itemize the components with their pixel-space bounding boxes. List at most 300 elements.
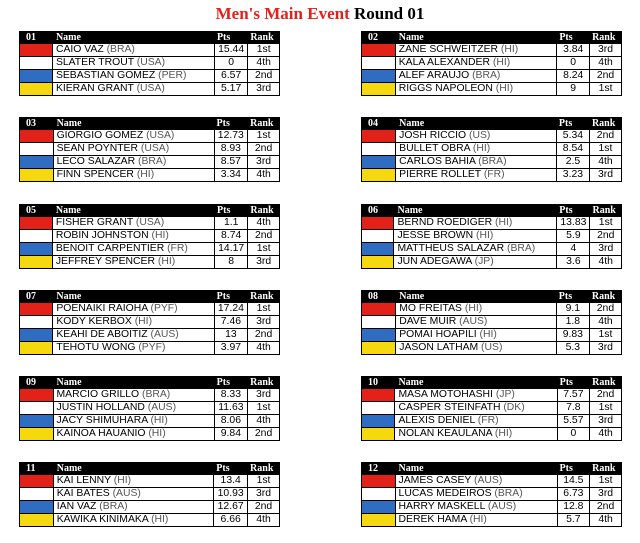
heat-number: 06: [362, 205, 394, 217]
surfer-rank: 1st: [248, 44, 280, 57]
jersey-color-swatch: [362, 156, 396, 169]
surfer-rank: 4th: [590, 428, 622, 441]
jersey-color-swatch: [20, 303, 53, 316]
jersey-color-swatch: [362, 217, 394, 230]
surfer-name-cell: [52, 70, 214, 83]
surfer-row: [20, 44, 280, 57]
surfer-name-cell: [395, 44, 557, 57]
surfer-name-cell: [53, 475, 214, 488]
surfer-name: MO FREITAS: [399, 303, 462, 314]
surfer-row: [362, 303, 622, 316]
surfer-name: FINN SPENCER: [56, 169, 134, 180]
heat-header: [20, 377, 280, 389]
jersey-color-swatch: [362, 488, 396, 501]
surfer-rank: 3rd: [248, 256, 280, 269]
jersey-color-swatch: [362, 501, 396, 514]
surfer-points: 0: [557, 57, 590, 70]
name-header: Name: [395, 32, 557, 44]
surfer-row: [362, 70, 622, 83]
heat-header: [20, 118, 280, 130]
surfer-points: 8.93: [214, 143, 248, 156]
surfer-points: 8.54: [556, 143, 589, 156]
surfer-name: IAN VAZ: [56, 501, 97, 512]
surfer-rank: 1st: [248, 303, 280, 316]
heat-number: 04: [362, 118, 396, 130]
surfer-country: (AUS): [150, 329, 179, 340]
surfer-row: [362, 230, 622, 243]
surfer-rank: 3rd: [590, 488, 622, 501]
surfer-row: [362, 402, 622, 415]
heat-table-06: [361, 204, 622, 269]
heat-number: 08: [362, 291, 396, 303]
pts-header: Pts: [214, 291, 248, 303]
surfer-name-cell: [52, 230, 214, 243]
jersey-color-swatch: [362, 143, 396, 156]
name-header: Name: [52, 32, 214, 44]
surfer-name-cell: [53, 156, 214, 169]
surfer-name: DEREK HAMA: [398, 514, 467, 525]
surfer-row: [362, 57, 622, 70]
surfer-name-cell: [52, 217, 214, 230]
jersey-color-swatch: [362, 316, 396, 329]
jersey-color-swatch: [20, 230, 53, 243]
surfer-points: 12.73: [214, 130, 248, 143]
surfer-name-cell: [394, 230, 557, 243]
surfer-country: (BRA): [494, 488, 523, 499]
surfer-country: (HI): [134, 316, 153, 327]
jersey-color-swatch: [20, 57, 53, 70]
surfer-rank: 3rd: [589, 342, 621, 355]
surfer-name-cell: [53, 143, 214, 156]
surfer-points: 9.83: [556, 329, 589, 342]
surfer-row: [362, 316, 622, 329]
surfer-name-cell: [53, 501, 214, 514]
surfer-name: BERND ROEDIGER: [397, 217, 493, 228]
surfer-row: [20, 475, 280, 488]
pts-header: Pts: [556, 291, 589, 303]
surfer-name: PIERRE ROLLET: [399, 169, 481, 180]
jersey-color-swatch: [20, 143, 54, 156]
surfer-points: 17.24: [214, 303, 248, 316]
surfer-points: 8.57: [214, 156, 248, 169]
heat-table-10: [361, 376, 622, 441]
surfer-rank: 2nd: [590, 501, 622, 514]
surfer-points: 12.8: [557, 501, 590, 514]
name-header: Name: [53, 377, 214, 389]
surfer-points: 5.17: [214, 83, 247, 96]
surfer-country: (HI): [495, 83, 514, 94]
jersey-color-swatch: [362, 342, 396, 355]
surfer-name: KODY KERBOX: [56, 316, 132, 327]
surfer-row: [362, 44, 622, 57]
surfer-row: [20, 243, 280, 256]
surfer-name: KIERAN GRANT: [55, 83, 134, 94]
surfer-points: 6.57: [214, 70, 247, 83]
surfer-rank: 2nd: [248, 143, 280, 156]
surfer-row: [20, 415, 280, 428]
surfer-name-cell: [53, 303, 214, 316]
surfer-name: POENAIKI RAIOHA: [56, 303, 148, 314]
surfer-name: LUCAS MEDEIROS: [398, 488, 492, 499]
jersey-color-swatch: [362, 303, 396, 316]
surfer-name: CARLOS BAHIA: [399, 156, 476, 167]
surfer-rank: 4th: [248, 57, 280, 70]
heat-header: [20, 291, 280, 303]
jersey-color-swatch: [362, 428, 395, 441]
surfer-points: 13: [214, 329, 248, 342]
surfer-name: POMAI HOAPILI: [399, 329, 477, 340]
surfer-points: 7.8: [557, 402, 590, 415]
rank-header: Rank: [248, 377, 280, 389]
surfer-row: [362, 342, 622, 355]
surfer-rank: 2nd: [589, 303, 621, 316]
jersey-color-swatch: [20, 501, 54, 514]
surfer-row: [362, 83, 622, 96]
jersey-color-swatch: [20, 514, 54, 527]
surfer-points: 5.3: [556, 342, 589, 355]
surfer-country: (HI): [150, 415, 168, 426]
surfer-rank: 3rd: [248, 316, 280, 329]
surfer-points: 4: [557, 243, 590, 256]
round-title: Round 01: [353, 4, 425, 23]
surfer-row: [20, 217, 280, 230]
surfer-points: 9.1: [556, 303, 589, 316]
surfer-row: [362, 169, 622, 182]
surfer-points: 5.9: [557, 230, 590, 243]
surfer-points: 7.46: [214, 316, 248, 329]
surfer-name: TEHOTU WONG: [56, 342, 136, 353]
surfer-row: [20, 402, 280, 415]
jersey-color-swatch: [362, 83, 396, 96]
surfer-row: [20, 230, 280, 243]
surfer-name: MARCIO GRILLO: [56, 389, 140, 400]
surfer-name: HARRY MASKELL: [398, 501, 485, 512]
pts-header: Pts: [557, 377, 590, 389]
pts-header: Pts: [557, 463, 590, 475]
jersey-color-swatch: [362, 57, 396, 70]
surfer-points: 6.73: [557, 488, 590, 501]
surfer-name-cell: [395, 402, 557, 415]
heat-table-01: [19, 31, 280, 96]
surfer-points: 3.97: [214, 342, 248, 355]
surfer-name-cell: [52, 57, 214, 70]
surfer-country: (USA): [136, 83, 165, 94]
surfer-country: (FR): [167, 243, 188, 254]
surfer-country: (USA): [146, 130, 175, 141]
name-header: Name: [395, 463, 557, 475]
pts-header: Pts: [215, 205, 248, 217]
jersey-color-swatch: [362, 402, 395, 415]
jersey-color-swatch: [362, 389, 395, 402]
pts-header: Pts: [214, 32, 247, 44]
surfer-country: (FR): [477, 415, 499, 426]
surfer-name-cell: [396, 143, 557, 156]
surfer-name: KAI BATES: [56, 488, 110, 499]
jersey-color-swatch: [20, 316, 53, 329]
surfer-name: KAWIKA KINIMAKA: [56, 514, 149, 525]
rank-header: Rank: [589, 291, 621, 303]
surfer-row: [362, 329, 622, 342]
surfer-name: SLATER TROUT: [55, 57, 134, 68]
heat-table-04: [361, 117, 622, 182]
jersey-color-swatch: [362, 329, 396, 342]
surfer-name-cell: [52, 83, 214, 96]
surfer-name: JACY SHIMUHARA: [56, 415, 148, 426]
jersey-color-swatch: [20, 44, 53, 57]
surfer-country: (US): [481, 342, 503, 353]
surfer-name: MASA MOTOHASHI: [398, 389, 493, 400]
surfer-points: 8.24: [557, 70, 590, 83]
name-header: Name: [53, 291, 214, 303]
surfer-rank: 4th: [248, 342, 280, 355]
surfer-country: (PER): [158, 70, 187, 81]
surfer-rank: 1st: [589, 329, 621, 342]
surfer-country: (BRA): [506, 243, 536, 254]
heat-header: [362, 463, 622, 475]
surfer-points: 8.33: [214, 389, 247, 402]
surfer-country: (HI): [136, 169, 155, 180]
surfer-country: (HI): [157, 256, 176, 267]
surfer-name-cell: [395, 389, 557, 402]
surfer-rank: 1st: [590, 83, 622, 96]
surfer-row: [20, 389, 280, 402]
rank-header: Rank: [248, 32, 280, 44]
name-header: Name: [396, 118, 557, 130]
rank-header: Rank: [590, 463, 622, 475]
surfer-row: [20, 303, 280, 316]
rank-header: Rank: [248, 291, 280, 303]
surfer-row: [362, 389, 622, 402]
surfer-name: JAMES CASEY: [398, 475, 472, 486]
surfer-name: GIORGIO GOMEZ: [56, 130, 144, 141]
surfer-country: (HI): [495, 217, 513, 228]
surfer-name: JESSE BROWN: [397, 230, 474, 241]
surfer-row: [20, 143, 280, 156]
surfer-country: (HI): [148, 428, 166, 439]
surfer-name-cell: [395, 501, 557, 514]
surfer-points: 3.23: [556, 169, 589, 182]
surfer-country: (HI): [469, 514, 487, 525]
surfer-name-cell: [53, 329, 214, 342]
rank-header: Rank: [248, 205, 280, 217]
jersey-color-swatch: [362, 230, 394, 243]
heat-table-07: [19, 290, 280, 355]
surfer-rank: 3rd: [248, 389, 280, 402]
surfer-row: [362, 475, 622, 488]
surfer-name: FISHER GRANT: [55, 217, 134, 228]
jersey-color-swatch: [362, 130, 396, 143]
surfer-row: [20, 130, 280, 143]
heat-header: [362, 32, 622, 44]
name-header: Name: [52, 205, 214, 217]
surfer-rank: 3rd: [590, 415, 622, 428]
surfer-name: KAINOA HAUANIO: [56, 428, 146, 439]
surfer-rank: 3rd: [248, 156, 280, 169]
surfer-country: (BRA): [138, 156, 167, 167]
jersey-color-swatch: [20, 428, 54, 441]
surfer-country: (AUS): [487, 501, 517, 512]
surfer-rank: 2nd: [248, 329, 280, 342]
heat-header: [20, 463, 280, 475]
surfer-row: [362, 428, 622, 441]
surfer-name: BENOIT CARPENTIER: [55, 243, 165, 254]
surfer-name: CAIO VAZ: [55, 44, 104, 55]
jersey-color-swatch: [20, 342, 53, 355]
surfer-rank: 1st: [248, 243, 280, 256]
surfer-rank: 1st: [590, 217, 622, 230]
surfer-name-cell: [53, 389, 214, 402]
heat-number: 07: [20, 291, 53, 303]
jersey-color-swatch: [362, 169, 396, 182]
surfer-name: BULLET OBRA: [399, 143, 470, 154]
surfer-points: 10.93: [214, 488, 248, 501]
pts-header: Pts: [557, 205, 590, 217]
surfer-rank: 1st: [590, 402, 622, 415]
heat-table-03: [19, 117, 280, 182]
surfer-rank: 1st: [590, 475, 622, 488]
heat-number: 11: [20, 463, 54, 475]
jersey-color-swatch: [20, 130, 54, 143]
surfer-rank: 2nd: [590, 230, 622, 243]
name-header: Name: [53, 118, 214, 130]
surfer-name-cell: [394, 243, 557, 256]
heat-number: 09: [20, 377, 54, 389]
surfer-row: [20, 70, 280, 83]
event-title: Men's Main Event: [215, 4, 350, 23]
surfer-name-cell: [396, 156, 557, 169]
surfer-name-cell: [396, 130, 557, 143]
surfer-rank: 4th: [590, 57, 622, 70]
pts-header: Pts: [556, 118, 589, 130]
surfer-row: [362, 143, 622, 156]
surfer-name-cell: [395, 70, 557, 83]
surfer-name-cell: [395, 475, 557, 488]
surfer-row: [362, 415, 622, 428]
surfer-points: 7.57: [557, 389, 590, 402]
surfer-name-cell: [53, 402, 214, 415]
jersey-color-swatch: [20, 475, 54, 488]
surfer-name-cell: [52, 44, 214, 57]
surfer-points: 9: [557, 83, 590, 96]
surfer-rank: 4th: [589, 316, 621, 329]
surfer-name-cell: [52, 256, 214, 269]
surfer-points: 3.34: [214, 169, 248, 182]
surfer-rank: 4th: [590, 514, 622, 527]
surfer-name-cell: [52, 243, 214, 256]
surfer-name: JEFFREY SPENCER: [55, 256, 155, 267]
surfer-country: (AUS): [474, 475, 503, 486]
surfer-row: [362, 217, 622, 230]
surfer-points: 1.8: [556, 316, 589, 329]
surfer-country: (JP): [495, 389, 515, 400]
heat-number: 03: [20, 118, 54, 130]
surfer-row: [362, 256, 622, 269]
rank-header: Rank: [589, 118, 621, 130]
surfer-country: (USA): [140, 143, 170, 154]
surfer-name-cell: [395, 488, 557, 501]
surfer-points: 15.44: [214, 44, 247, 57]
surfer-country: (FR): [483, 169, 505, 180]
surfer-country: (BRA): [106, 44, 135, 55]
surfer-name-cell: [53, 488, 214, 501]
pts-header: Pts: [214, 377, 247, 389]
surfer-points: 5.57: [557, 415, 590, 428]
heat-number: 05: [20, 205, 53, 217]
surfer-rank: 2nd: [248, 428, 280, 441]
surfer-country: (AUS): [147, 402, 177, 413]
heat-table-11: [19, 462, 280, 527]
surfer-name-cell: [53, 342, 214, 355]
surfer-row: [20, 488, 280, 501]
surfer-row: [20, 83, 280, 96]
name-header: Name: [395, 377, 557, 389]
name-header: Name: [53, 463, 214, 475]
heat-number: 01: [20, 32, 53, 44]
surfer-name-cell: [396, 303, 557, 316]
surfer-row: [20, 501, 280, 514]
jersey-color-swatch: [362, 475, 396, 488]
jersey-color-swatch: [362, 44, 396, 57]
surfer-points: 0: [214, 57, 247, 70]
surfer-name: ROBIN JOHNSTON: [55, 230, 149, 241]
jersey-color-swatch: [20, 488, 54, 501]
surfer-row: [20, 316, 280, 329]
surfer-row: [20, 57, 280, 70]
page-title: [0, 4, 640, 24]
surfer-country: (HI): [464, 303, 483, 314]
surfer-points: 12.67: [214, 501, 248, 514]
surfer-row: [20, 156, 280, 169]
surfer-row: [20, 342, 280, 355]
surfer-country: (PYF): [138, 342, 166, 353]
surfer-name: ALEF ARAUJO: [398, 70, 470, 81]
surfer-name-cell: [396, 329, 557, 342]
surfer-rank: 3rd: [590, 44, 622, 57]
surfer-country: (HI): [494, 428, 513, 439]
jersey-color-swatch: [20, 70, 53, 83]
surfer-row: [362, 156, 622, 169]
surfer-country: (AUS): [459, 316, 488, 327]
jersey-color-swatch: [20, 402, 54, 415]
surfer-rank: 1st: [248, 402, 280, 415]
rank-header: Rank: [590, 205, 622, 217]
surfer-rank: 2nd: [248, 70, 280, 83]
surfer-name: DAVE MUIR: [399, 316, 457, 327]
heat-header: [362, 118, 622, 130]
heat-header: [362, 205, 622, 217]
surfer-name: JASON LATHAM: [399, 342, 479, 353]
surfer-points: 8.74: [215, 230, 248, 243]
surfer-country: (BRA): [99, 501, 128, 512]
surfer-points: 5.34: [556, 130, 589, 143]
surfer-points: 14.5: [557, 475, 590, 488]
surfer-row: [20, 256, 280, 269]
surfer-name: SEBASTIAN GOMEZ: [55, 70, 156, 81]
jersey-color-swatch: [20, 169, 54, 182]
surfer-name: ALEXIS DENIEL: [398, 415, 475, 426]
surfer-country: (HI): [472, 143, 491, 154]
surfer-points: 8: [215, 256, 248, 269]
surfer-country: (BRA): [478, 156, 507, 167]
surfer-name: CASPER STEINFATH: [398, 402, 501, 413]
heat-header: [362, 291, 622, 303]
surfer-country: (DK): [503, 402, 525, 413]
surfer-rank: 4th: [248, 169, 280, 182]
surfer-country: (HI): [500, 44, 519, 55]
surfer-country: (USA): [136, 57, 166, 68]
surfer-country: (BRA): [141, 389, 171, 400]
heat-table-12: [361, 462, 622, 527]
